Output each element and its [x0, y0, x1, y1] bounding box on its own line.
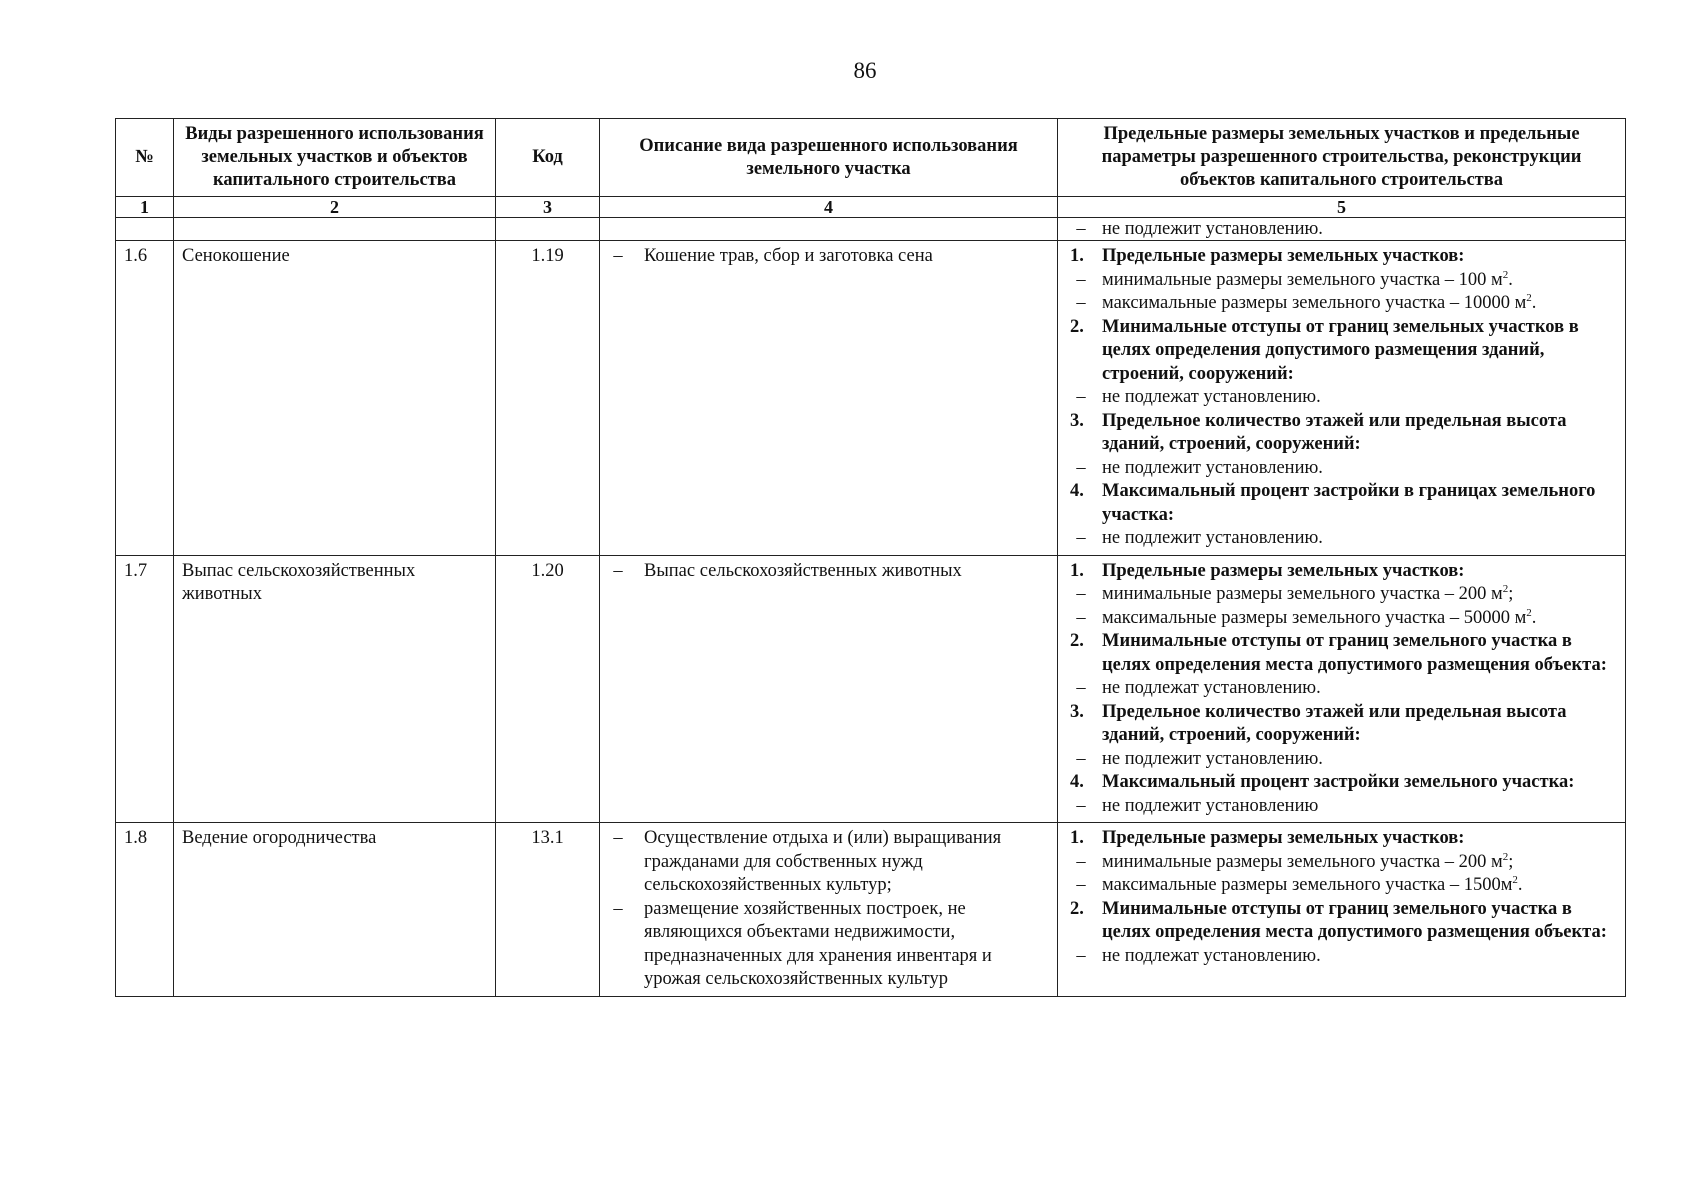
header-number: №: [116, 119, 174, 197]
parameter-item: [1066, 583, 1617, 607]
parameter-text: не подлежат установлению.: [1102, 945, 1321, 966]
dash-marker: –: [1076, 795, 1086, 816]
parameter-text: не подлежит установлению.: [1102, 457, 1323, 478]
number-marker: 2.: [1070, 898, 1084, 919]
use-parameters: [1058, 241, 1626, 556]
number-marker: 3.: [1070, 701, 1084, 722]
use-parameters: [1058, 555, 1626, 823]
description-item: [608, 827, 1049, 898]
use-code: 13.1: [496, 823, 600, 997]
column-number-row: [116, 197, 1626, 218]
parameter-item: [1066, 945, 1617, 969]
parameter-text: максимальные размеры земельного участка – 1500м: [1102, 875, 1513, 895]
parameter-text: минимальные размеры земельного участка – 100 м: [1102, 269, 1503, 290]
parameter-text: Предельное количество этажей или предельная высота зданий, строений, сооружений:: [1102, 410, 1567, 454]
superscript: 2: [1502, 850, 1509, 863]
parameter-heading: [1066, 898, 1617, 945]
dash-marker: –: [613, 560, 623, 581]
parameter-item: [1066, 218, 1617, 240]
use-description: [600, 241, 1058, 556]
parameter-text: Предельные размеры земельных участков:: [1102, 246, 1465, 266]
dash-marker: –: [1076, 748, 1086, 769]
table-row: [116, 823, 1626, 997]
dash-marker: –: [1076, 678, 1086, 698]
dash-marker: –: [1076, 387, 1086, 407]
description-item: [608, 560, 1049, 584]
description-list: [608, 560, 1049, 584]
column-number: 4: [600, 197, 1058, 218]
superscript: 2: [1502, 268, 1509, 281]
column-number: 1: [116, 197, 174, 218]
parameter-item: [1066, 851, 1617, 875]
parameter-text: не подлежит установлению: [1102, 795, 1319, 816]
dash-marker: –: [1076, 293, 1086, 313]
use-type-name: Ведение огородничества: [174, 823, 496, 997]
use-type-name: Выпас сельскохозяйственных животных: [174, 555, 496, 823]
parameter-text: максимальные размеры земельного участка – 50000 м: [1102, 607, 1527, 628]
parameter-tail: ;: [1508, 851, 1514, 872]
dash-marker: –: [613, 828, 623, 848]
parameter-list: [1066, 560, 1617, 819]
header-row: [116, 119, 1626, 197]
dash-marker: –: [1076, 945, 1086, 966]
parameter-heading: [1066, 630, 1617, 677]
superscript: 2: [1526, 606, 1532, 619]
parameter-list: [1066, 827, 1617, 968]
continuation-row: [116, 218, 1626, 241]
dash-marker: –: [613, 246, 623, 266]
column-number: 5: [1058, 197, 1626, 218]
dash-marker: –: [1076, 875, 1086, 895]
parameter-heading: [1066, 771, 1617, 795]
use-description: [600, 555, 1058, 823]
description-item: [608, 898, 1049, 992]
parameter-tail: .: [1531, 293, 1537, 313]
number-marker: 1.: [1070, 246, 1084, 266]
parameter-list: [1066, 245, 1617, 551]
parameter-text: Минимальные отступы от границ земельного участка в целях определения места допустимого размещения объекта:: [1102, 898, 1607, 942]
dash-marker: –: [1076, 607, 1086, 628]
parameter-heading: [1066, 245, 1617, 269]
dash-marker: –: [1076, 584, 1086, 604]
use-description: [600, 823, 1058, 997]
dash-marker: –: [1076, 269, 1086, 290]
dash-marker: –: [1076, 528, 1086, 548]
use-type-name: Сенокошение: [174, 241, 496, 556]
parameter-item: [1066, 677, 1617, 701]
description-item: [608, 245, 1049, 269]
parameter-heading: [1066, 701, 1617, 748]
row-number: 1.7: [116, 555, 174, 823]
column-number: 2: [174, 197, 496, 218]
table-row: [116, 555, 1626, 823]
number-marker: 4.: [1070, 481, 1084, 501]
parameter-item: [1066, 292, 1617, 316]
parameter-text: максимальные размеры земельного участка – 10000 м: [1102, 293, 1527, 313]
parameter-text: Максимальный процент застройки земельного участка:: [1102, 772, 1575, 792]
parameter-text: не подлежат установлению.: [1102, 387, 1321, 407]
description-list: [608, 827, 1049, 992]
parameter-list: [1066, 218, 1617, 240]
number-marker: 2.: [1070, 631, 1084, 651]
number-marker: 1.: [1070, 828, 1084, 848]
column-number: 3: [496, 197, 600, 218]
number-marker: 3.: [1070, 410, 1084, 431]
use-parameters: [1058, 823, 1626, 997]
number-marker: 1.: [1070, 560, 1084, 581]
superscript: 2: [1526, 291, 1532, 304]
parameter-heading: [1066, 560, 1617, 584]
description-text: Осуществление отдыха и (или) выращивания гражданами для собственных нужд сельскохозяйственных культур;: [644, 828, 1002, 895]
parameter-text: не подлежат установлению.: [1102, 678, 1321, 698]
parameter-heading: [1066, 827, 1617, 851]
dash-marker: –: [1076, 219, 1086, 239]
parameter-text: Максимальный процент застройки в границах земельного участка:: [1102, 481, 1596, 525]
parameter-text: минимальные размеры земельного участка – 200 м: [1102, 584, 1503, 604]
header-use-type: Виды разрешенного использования земельных участков и объектов капитального строительства: [174, 119, 496, 197]
dash-marker: –: [1076, 851, 1086, 872]
parameter-tail: ;: [1508, 584, 1514, 604]
parameter-text: Минимальные отступы от границ земельного участка в целях определения места допустимого размещения объекта:: [1102, 631, 1607, 675]
row-number: 1.8: [116, 823, 174, 997]
number-marker: 4.: [1070, 772, 1084, 792]
parameter-item: [1066, 874, 1617, 898]
parameter-text: Предельные размеры земельных участков:: [1102, 560, 1465, 581]
parameter-text: не подлежит установлению.: [1102, 748, 1323, 769]
parameter-text: Предельные размеры земельных участков:: [1102, 828, 1465, 848]
parameter-item: [1066, 527, 1617, 551]
page-number: 86: [853, 58, 877, 83]
parameter-tail: .: [1517, 875, 1523, 895]
description-text: Выпас сельскохозяйственных животных: [644, 560, 962, 581]
use-code: 1.20: [496, 555, 600, 823]
parameter-text: не подлежит установлению.: [1102, 528, 1323, 548]
parameter-text: минимальные размеры земельного участка – 200 м: [1102, 851, 1503, 872]
parameter-heading: [1066, 410, 1617, 457]
parameter-item: [1066, 386, 1617, 410]
parameter-heading: [1066, 480, 1617, 527]
dash-marker: –: [613, 898, 623, 919]
description-text: размещение хозяйственных построек, не являющихся объектами недвижимости, предназначенных для хранения инвентаря и урожая сельскохозяйственных культур: [644, 898, 992, 989]
header-parameters: Предельные размеры земельных участков и предельные параметры разрешенного строительства, реконструкции объектов капитального строительства: [1058, 119, 1626, 197]
description-list: [608, 245, 1049, 269]
superscript: 2: [1502, 582, 1509, 595]
parameter-item: [1066, 269, 1617, 293]
zoning-table: [115, 118, 1626, 997]
parameter-item: [1066, 795, 1617, 819]
parameter-item: [1066, 457, 1617, 481]
parameter-item: [1066, 607, 1617, 631]
parameter-tail: .: [1531, 607, 1537, 628]
table-row: [116, 241, 1626, 556]
parameter-item: [1066, 748, 1617, 772]
dash-marker: –: [1076, 457, 1086, 478]
description-text: Кошение трав, сбор и заготовка сена: [644, 246, 933, 266]
header-description: Описание вида разрешенного использования земельного участка: [600, 119, 1058, 197]
header-code: Код: [496, 119, 600, 197]
number-marker: 2.: [1070, 316, 1084, 337]
parameter-text: не подлежит установлению.: [1102, 219, 1323, 239]
row-number: 1.6: [116, 241, 174, 556]
parameter-text: Предельное количество этажей или предельная высота зданий, строений, сооружений:: [1102, 701, 1567, 745]
parameter-heading: [1066, 316, 1617, 387]
use-code: 1.19: [496, 241, 600, 556]
parameter-tail: .: [1508, 269, 1513, 290]
parameter-text: Минимальные отступы от границ земельных участков в целях определения допустимого размещения зданий, строений, сооружений:: [1102, 316, 1579, 384]
superscript: 2: [1512, 873, 1518, 886]
